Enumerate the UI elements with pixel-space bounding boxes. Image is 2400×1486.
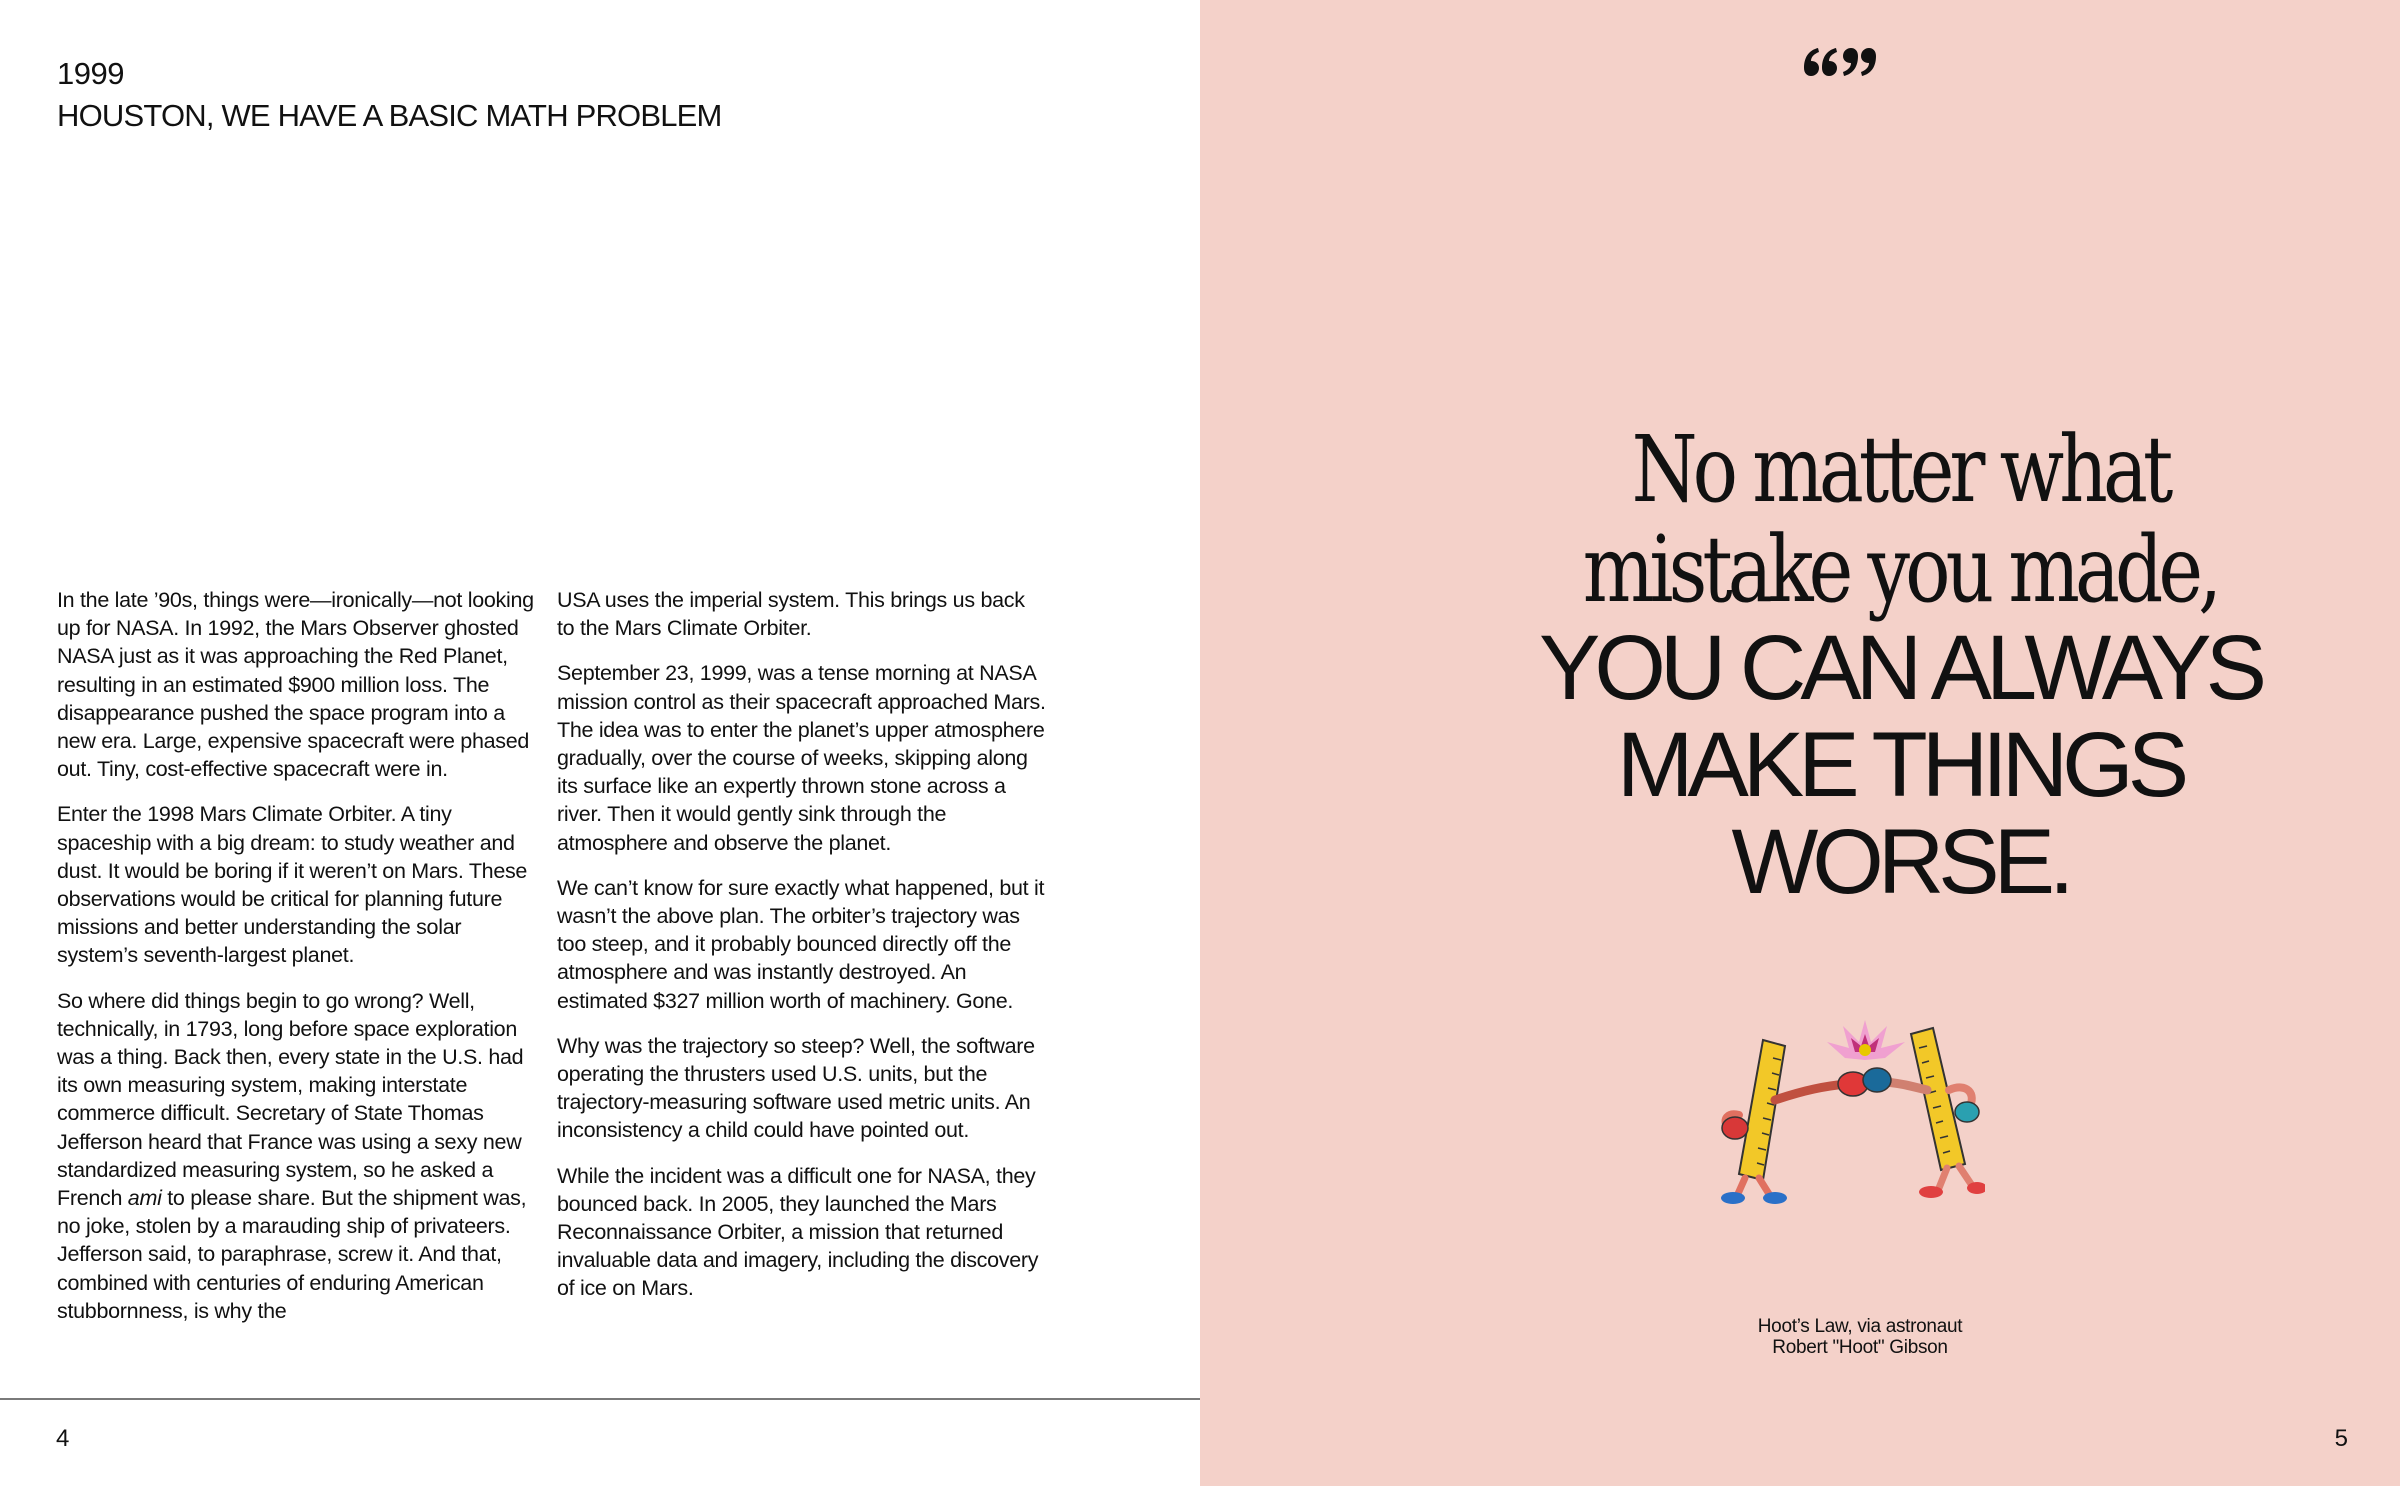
quote-line-sans: YOU CAN ALWAYS — [1538, 617, 2262, 719]
paragraph: Why was the trajectory so steep? Well, the software operating the thrusters used U.S. units, but the trajectory-measuring software used metric units. An inconsistency a child could have pointed out. — [557, 1033, 1035, 1143]
quote-line-sans: MAKE THINGS — [1616, 714, 2184, 816]
quote-line-serif: mistake you made, — [1582, 516, 2218, 623]
left-ruler-fighter — [1721, 1040, 1868, 1204]
paragraph: Enter the 1998 Mars Climate Orbiter. A tiny spaceship with a big dream: to study weather and dust. It would be boring if it weren’t on Mars. These observations would be critical for planning future missions and better understanding the solar system’s seventh-largest planet. — [57, 802, 528, 968]
page-number-right: 5 — [2334, 1425, 2348, 1452]
footer-rule — [0, 1398, 1200, 1400]
text-column-2 — [557, 586, 1047, 1320]
attribution-line: Robert "Hoot" Gibson — [1772, 1337, 1948, 1358]
attribution-line: Hoot’s Law, via astronaut — [1757, 1316, 1963, 1337]
quote-line-serif: No matter what — [1631, 416, 2169, 523]
quote-mark-icon — [1800, 46, 1880, 96]
paragraph-text: to please share. But the shipment was, no joke, stolen by a marauding ship of privateers. Jefferson said, to paraphrase, screw it. And that, combined with centuries of enduring American stubbornness, is why the — [57, 1186, 527, 1323]
paragraph: USA uses the imperial system. This brings us back to the Mars Climate Orbiter. — [557, 588, 1025, 641]
chapter-title: HOUSTON, WE HAVE A BASIC MATH PROBLEM — [57, 98, 722, 133]
paragraph: In the late ’90s, things were—ironically—not looking up for NASA. In 1992, the Mars Observer ghosted NASA just as it was approaching the Red Planet, resulting in an estimated $900 million loss. The disappearance pushed the space program into a new era. Large, expensive spacecraft were phased out. Tiny, cost-effective spacecraft were in. — [57, 588, 534, 782]
italic-word: ami — [127, 1186, 162, 1211]
impact-burst-icon — [1827, 1020, 1905, 1060]
chapter-year: 1999 — [57, 56, 124, 91]
text-column-1 — [57, 586, 547, 1342]
quote-attribution — [1660, 1316, 2060, 1358]
paragraph — [57, 987, 547, 1325]
paragraph: September 23, 1999, was a tense morning at NASA mission control as their spacecraft approached Mars. The idea was to enter the planet’s upper atmosphere gradually, over the course of weeks, skipping along its surface like an expertly thrown stone across a river. Then it would gently sink through the atmosphere and observe the planet. — [557, 661, 1046, 855]
paragraph: While the incident was a difficult one for NASA, they bounced back. In 2005, they launched the Mars Reconnaissance Orbiter, a mission that returned invaluable data and imagery, including the discovery of ice on Mars. — [557, 1163, 1039, 1301]
page-number-left: 4 — [56, 1425, 70, 1452]
paragraph: We can’t know for sure exactly what happened, but it wasn’t the above plan. The orbiter’s trajectory was too steep, and it probably bounced directly off the atmosphere and was instantly destroyed. An estimated $327 million worth of machinery. Gone. — [557, 875, 1045, 1013]
pull-quote — [1400, 416, 2400, 913]
boxing-rulers-illustration — [1715, 1020, 1985, 1210]
paragraph-text: So where did things begin to go wrong? Well, technically, in 1793, long before space exploration was a thing. Back then, every state in the U.S. had its own measuring system, making interstate commerce difficult. Secretary of State Thomas Jefferson heard that France was using a sexy new standardized measuring system, so he asked a French — [57, 988, 524, 1211]
quote-line-sans: WORSE. — [1731, 811, 2069, 913]
